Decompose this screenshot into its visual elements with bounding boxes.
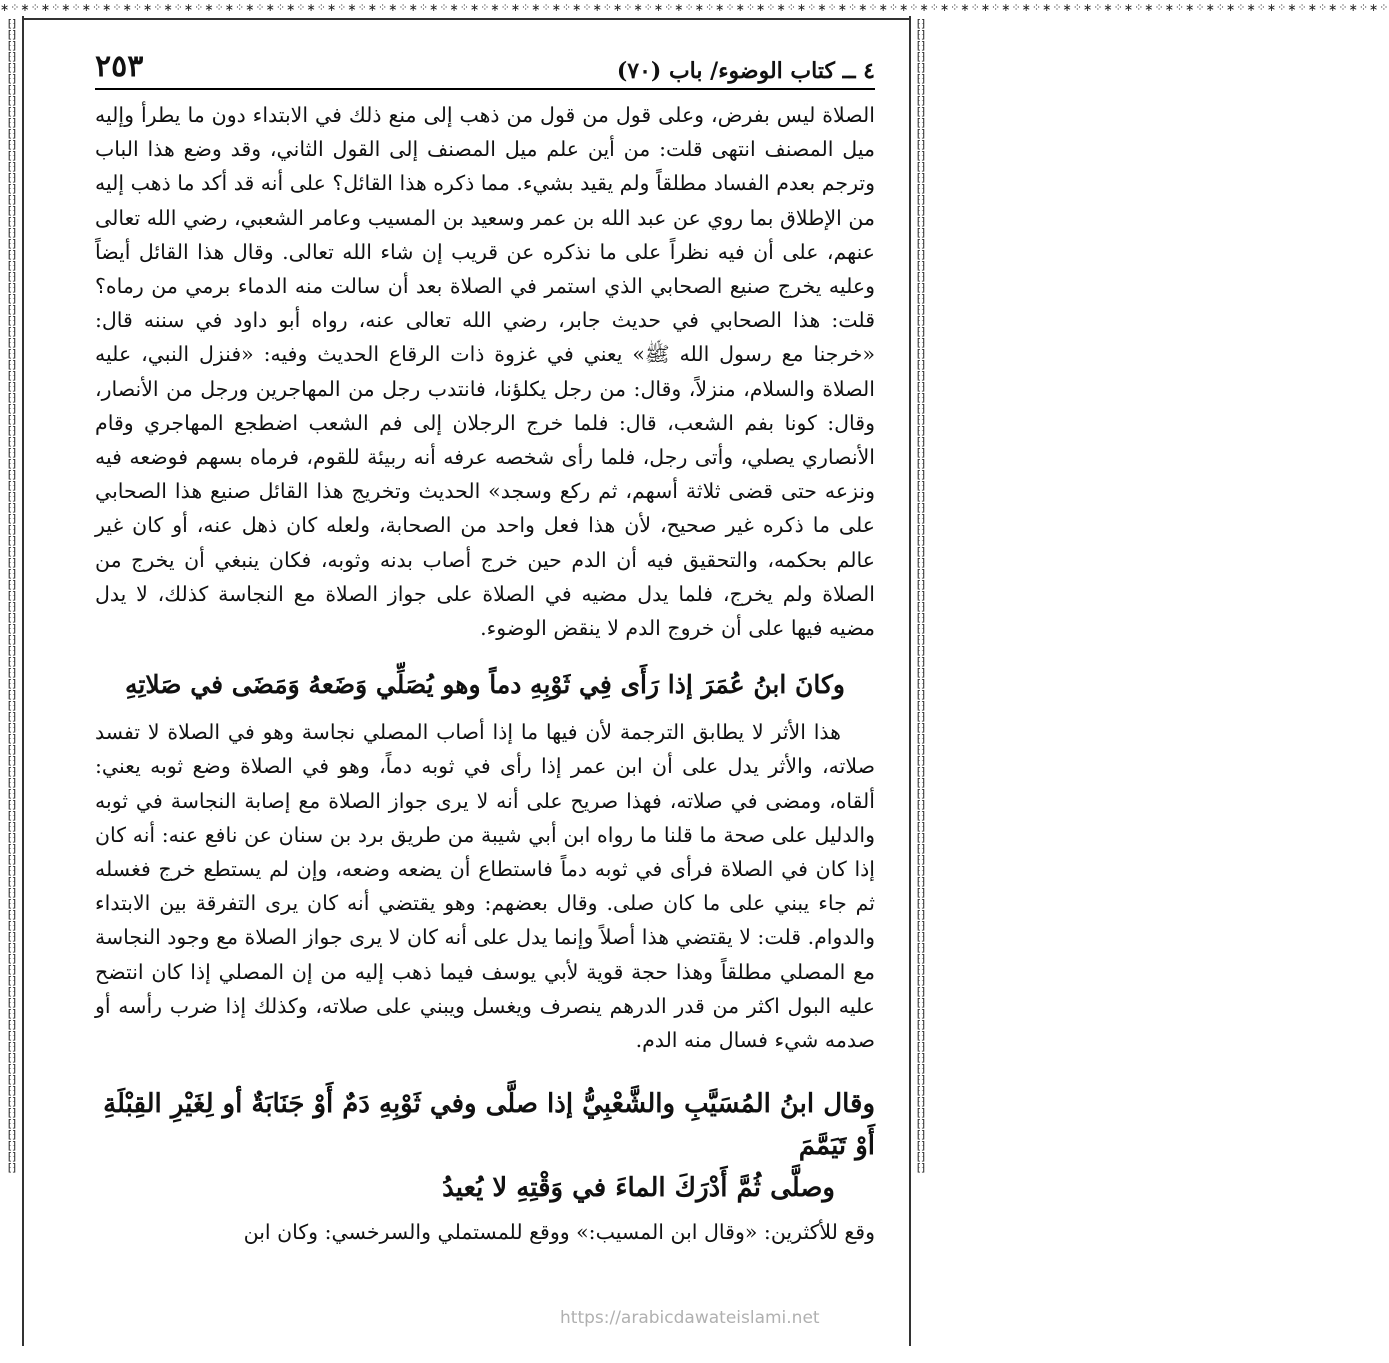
ornamental-border-right: ⁅⁆⁅⁆⁅⁆⁅⁆⁅⁆⁅⁆⁅⁆⁅⁆⁅⁆⁅⁆⁅⁆⁅⁆⁅⁆⁅⁆⁅⁆⁅⁆⁅⁆⁅⁆⁅⁆⁅⁆⁅⁆⁅⁆⁅⁆⁅⁆⁅⁆⁅⁆⁅⁆⁅⁆⁅⁆⁅⁆⁅⁆⁅⁆⁅⁆⁅⁆⁅⁆⁅⁆⁅⁆⁅⁆⁅⁆⁅⁆⁅⁆⁅⁆⁅⁆⁅⁆⁅⁆⁅⁆⁅⁆⁅⁆⁅⁆⁅⁆⁅⁆⁅⁆⁅⁆⁅⁆⁅⁆⁅⁆⁅⁆⁅⁆⁅⁆⁅⁆⁅⁆⁅⁆⁅⁆⁅⁆⁅⁆⁅⁆⁅⁆⁅⁆⁅⁆⁅⁆⁅⁆⁅⁆⁅⁆⁅⁆⁅⁆⁅⁆⁅⁆⁅⁆⁅⁆⁅⁆⁅⁆⁅⁆⁅⁆⁅⁆⁅⁆⁅⁆⁅⁆⁅⁆⁅⁆⁅⁆⁅⁆⁅⁆⁅⁆⁅⁆⁅⁆⁅⁆⁅⁆⁅⁆⁅⁆⁅⁆⁅⁆⁅⁆⁅⁆⁅⁆⁅⁆ [916, 17, 926, 1174]
commentary-paragraph-top: الصلاة ليس بفرض، وعلى قول من قول من ذهب إلى منع ذلك في الابتداء دون ما يطرأ وإليه ميل المصنف انتهى قلت: من أين علم ميل المصنف إلى القول الثاني، وقد وضع هذا الباب وترجم بعدم الفساد مطلقاً ولم يقيد بشيء. مما ذكره هذا القائل؟ على أنه قد أكد ما ذهب إليه من الإطلاق بما روي عن عبد الله بن عمر وسعيد بن المسيب وعامر الشعبي، رضي الله تعالى عنهم، على أن فيه نظراً على ما نذكره عن قريب إن شاء الله تعالى. وقال هذا القائل أيضاً وعليه يخرج صنيع الصحابي الذي استمر في الصلاة بعد أن سالت منه الدماء برمي من رماه؟ قلت: هذا الصحابي في حديث جابر، رضي الله تعالى عنه، رواه أبو داود في سننه قال: «خرجنا مع رسول الله ﷺ» يعني في غزوة ذات الرقاع الحديث وفيه: «فنزل النبي، عليه الصلاة والسلام، منزلاً، وقال: من رجل يكلؤنا، فانتدب رجل من المهاجرين ورجل من الأنصار، وقال: كونا بفم الشعب، قال: فلما خرج الرجلان إلى فم الشعب اضطجع المهاجري وقام الأنصاري يصلي، وأتى رجل، فلما رأى شخصه عرفه أنه ربيئة للقوم، فرماه بسهم فوضعه فيه ونزعه حتى قضى ثلاثة أسهم، ثم ركع وسجد» الحديث وتخريج هذا القائل صنيع هذا الصحابي على ما ذكره غير صحيح، لأن هذا فعل واحد من الصحابة، ولعله كان ذهل عنه، أو كان غير عالم بحكمه، والتحقيق فيه أن الدم حين خرج أصاب بدنه وثوبه، فكان ينبغي أن يخرج من الصلاة ولم يخرج، فلما يدل مضيه في الصلاة على جواز الصلاة مع النجاسة كذلك، لا يدل مضيه فيها على أن خروج الدم لا ينقض الوضوء. [95, 103, 875, 641]
commentary-paragraph-middle: هذا الأثر لا يطابق الترجمة لأن فيها ما إذا أصاب المصلي نجاسة وهو في الصلاة لا تفسد صلاته، والأثر يدل على أن ابن عمر إذا رأى في ثوبه دماً، وهو في الصلاة وضع ثوبه يعني: ألقاه، ومضى في صلاته، فهذا صريح على أنه لا يرى جواز الصلاة مع إصابة النجاسة في ثوبه والدليل على صحة ما قلنا ما رواه ابن أبي شيبة من طريق برد بن سنان عن نافع عنه: أنه كان إذا كان في الصلاة فرأى في ثوبه دماً فاستطاع أن يضعه وضعه، وإن لم يستطع خرج فغسله ثم جاء يبني على ما كان صلى. وقال بعضهم: وهو يقتضي أنه كان يرى التفرقة بين الابتداء والدوام. قلت: لا يقتضي هذا أصلاً وإنما يدل على أنه كان لا يرى جواز الصلاة مع وجود النجاسة مع المصلي مطلقاً وهذا حجة قوية لأبي يوسف فيما ذهب إليه من إن المصلي إذا كان انتضح عليه البول اكثر من قدر الدرهم ينصرف ويغسل ويبني على صلاته، وكذلك إذا ضرب رأسه أو صدمه شيء فسال منه الدم. [95, 720, 875, 1053]
hadith-heading-ibn-musayyib [95, 1083, 875, 1209]
page-number: ٢٥٣ [95, 49, 144, 84]
hadith-heading-line-2: وصلَّى ثُمَّ أَدْرَكَ الماءَ في وَقْتِهِ لا يُعيدُ [442, 1173, 835, 1204]
hadith-heading-ibn-umar: وكانَ ابنُ عُمَرَ إذا رَأَى فِي ثَوْبِهِ دماً وهو يُصَلِّي وَضَعهُ وَمَضَى في صَلاتِهِ [125, 670, 845, 700]
commentary-paragraph-bottom: وقع للأكثرين: «وقال ابن المسيب:» ووقع للمستملي والسرخسي: وكان ابن [243, 1220, 875, 1245]
running-header [95, 44, 875, 90]
ornamental-border-top: ∗⁘∗⁘∗⁘∗⁘∗⁘∗⁘∗⁘∗⁘∗⁘∗⁘∗⁘∗⁘∗⁘∗⁘∗⁘∗⁘∗⁘∗⁘∗⁘∗⁘∗⁘∗⁘∗⁘∗⁘∗⁘∗⁘∗⁘∗⁘∗⁘∗⁘∗⁘∗⁘∗⁘∗⁘∗⁘∗⁘∗⁘∗⁘∗⁘∗⁘∗⁘∗⁘∗⁘∗⁘∗⁘∗⁘∗⁘∗⁘∗⁘∗⁘∗⁘∗⁘∗⁘∗⁘∗⁘∗⁘∗⁘∗⁘∗⁘∗⁘∗⁘∗⁘∗⁘∗⁘∗⁘∗⁘∗⁘∗⁘ [0, 1, 1389, 14]
book-page [95, 44, 875, 1344]
frame-line-right [909, 16, 911, 1346]
ornamental-border-left: ⁅⁆⁅⁆⁅⁆⁅⁆⁅⁆⁅⁆⁅⁆⁅⁆⁅⁆⁅⁆⁅⁆⁅⁆⁅⁆⁅⁆⁅⁆⁅⁆⁅⁆⁅⁆⁅⁆⁅⁆⁅⁆⁅⁆⁅⁆⁅⁆⁅⁆⁅⁆⁅⁆⁅⁆⁅⁆⁅⁆⁅⁆⁅⁆⁅⁆⁅⁆⁅⁆⁅⁆⁅⁆⁅⁆⁅⁆⁅⁆⁅⁆⁅⁆⁅⁆⁅⁆⁅⁆⁅⁆⁅⁆⁅⁆⁅⁆⁅⁆⁅⁆⁅⁆⁅⁆⁅⁆⁅⁆⁅⁆⁅⁆⁅⁆⁅⁆⁅⁆⁅⁆⁅⁆⁅⁆⁅⁆⁅⁆⁅⁆⁅⁆⁅⁆⁅⁆⁅⁆⁅⁆⁅⁆⁅⁆⁅⁆⁅⁆⁅⁆⁅⁆⁅⁆⁅⁆⁅⁆⁅⁆⁅⁆⁅⁆⁅⁆⁅⁆⁅⁆⁅⁆⁅⁆⁅⁆⁅⁆⁅⁆⁅⁆⁅⁆⁅⁆⁅⁆⁅⁆⁅⁆⁅⁆⁅⁆⁅⁆⁅⁆⁅⁆⁅⁆⁅⁆⁅⁆ [7, 17, 17, 1174]
chapter-title: ٤ ــ كتاب الوضوء/ باب (٧٠) [616, 58, 875, 84]
site-watermark: https://arabicdawateislami.net [560, 1308, 820, 1328]
frame-line-top [22, 18, 911, 20]
frame-line-left [22, 16, 24, 1346]
hadith-heading-line-1: وقال ابنُ المُسَيَّبِ والشَّعْبِيُّ إذا صلَّى وفي ثَوْبِهِ دَمٌ أَوْ جَنَابَةٌ أو لِغَيْرِ القِبْلَةِ أَوْ تَيَمَّمَ [103, 1089, 875, 1162]
